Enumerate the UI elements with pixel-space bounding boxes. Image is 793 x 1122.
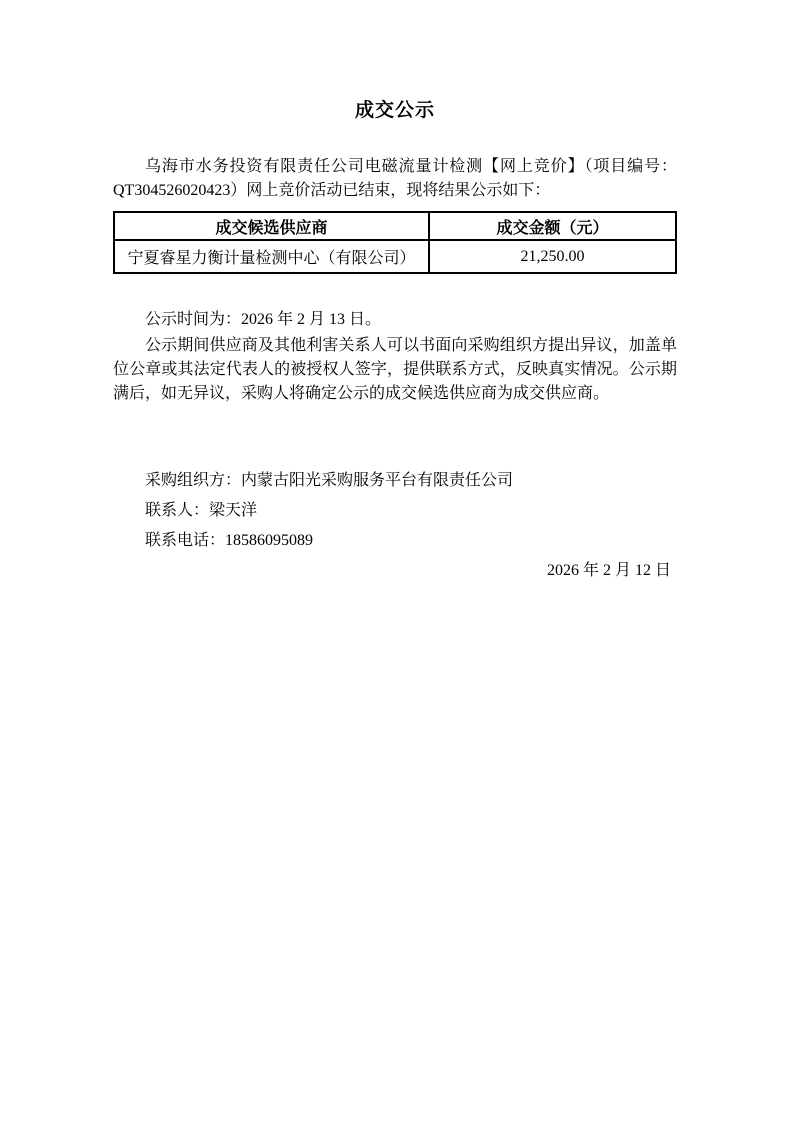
page-title: 成交公示 (354, 100, 435, 121)
date-line: 2026 年 2 月 12 日 (546, 561, 671, 579)
objection-paragraph: 公示期间供应商及其他利害关系人可以书面向采购组织方提出异议，加盖单位公章或其法定代表人的被授权人签字，提供联系方式，反映真实情况。公示期满后，如无异议，采购人将确定公示的成交候选供应商为成交供应商。 (113, 336, 677, 402)
result-table (113, 211, 677, 274)
organizer-line: 采购组织方：内蒙古阳光采购服务平台有限责任公司 (145, 471, 514, 489)
signature-block (113, 466, 677, 586)
document-content (113, 0, 677, 586)
cell-amount: 21,250.00 (429, 240, 676, 273)
phone-line: 联系电话：18586095089 (145, 531, 314, 549)
publicity-time-paragraph: 公示时间为：2026 年 2 月 13 日。 (145, 311, 382, 328)
column-header-amount: 成交金额（元） (429, 212, 676, 240)
column-header-supplier: 成交候选供应商 (114, 212, 429, 240)
cell-supplier: 宁夏睿星力衡计量检测中心（有限公司） (114, 240, 429, 273)
contact-line: 联系人：梁天洋 (145, 501, 258, 519)
table-row (114, 240, 676, 273)
table-header-row (114, 212, 676, 240)
intro-paragraph: 乌海市水务投资有限责任公司电磁流量计检测【网上竞价】（项目编号：QT304526020423）网上竞价活动已结束，现将结果公示如下： (113, 158, 677, 199)
